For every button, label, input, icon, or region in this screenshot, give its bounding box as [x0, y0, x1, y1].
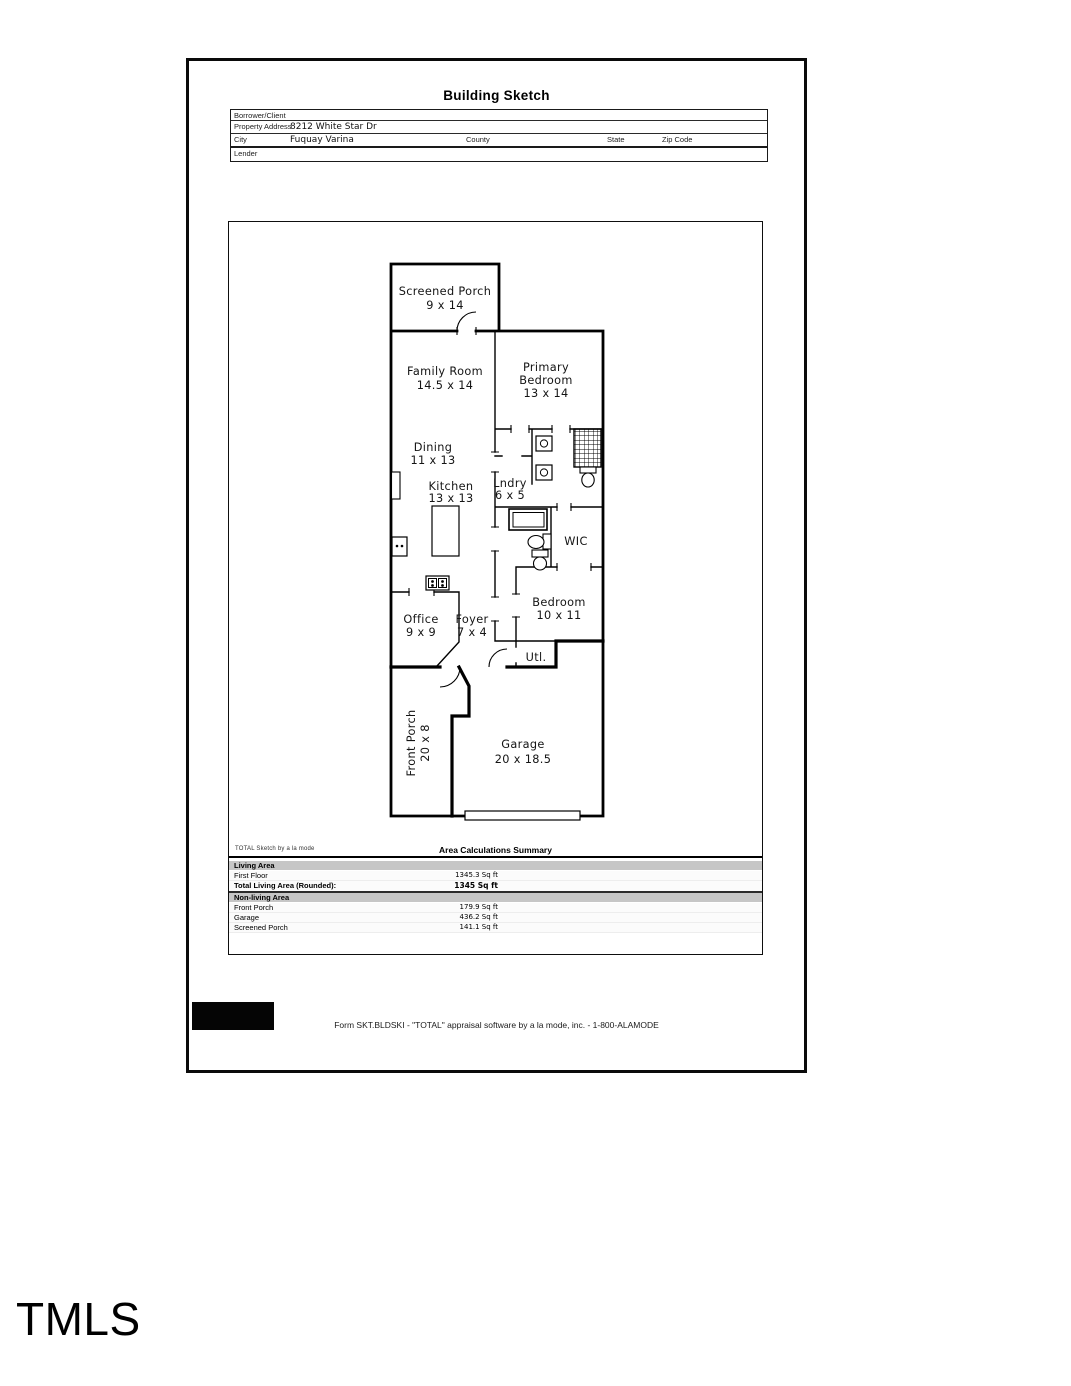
- stove-burner-dot: [431, 584, 434, 587]
- row-name: Total Living Area (Rounded):: [234, 881, 337, 890]
- floor-plan-drawing: [229, 222, 761, 840]
- summary-row-first-floor: [229, 871, 762, 881]
- summary-row-garage: [229, 913, 762, 923]
- row-name: Screened Porch: [234, 923, 288, 932]
- stove-burner-dot: [441, 580, 444, 583]
- room-label-screened-porch: Screened Porch: [398, 285, 492, 298]
- room-label-foyer: Foyer: [455, 613, 489, 626]
- section-non-living-area: Non-living Area: [229, 893, 762, 903]
- form-footer-text: Form SKT.BLDSKI - "TOTAL" appraisal software by a la mode, inc. - 1-800-ALAMODE: [334, 1020, 659, 1030]
- door-arc-screened-porch: [457, 312, 476, 331]
- vanity-sink-2: [536, 465, 552, 480]
- room-label-garage: Garage: [501, 738, 545, 751]
- city-label: City: [234, 135, 247, 144]
- kitchen-counter: [392, 472, 401, 499]
- room-label-bedroom: Bedroom: [532, 596, 586, 609]
- sketch-page: [186, 58, 807, 1073]
- room-label-office: Office: [403, 613, 439, 626]
- row-name: First Floor: [234, 871, 268, 880]
- row-name: Garage: [234, 913, 260, 922]
- fridge-knob: [396, 545, 399, 548]
- room-dims-front-porch: 20 x 8: [419, 724, 432, 762]
- header-row-lender: [231, 148, 767, 161]
- row-value: 1345 Sq ft: [454, 881, 498, 890]
- summary-header: [229, 843, 762, 858]
- room-dims-kitchen: 13 x 13: [428, 492, 474, 505]
- header-row-borrower: [231, 110, 767, 121]
- area-calculations-summary: [229, 843, 762, 933]
- county-label: County: [466, 135, 490, 144]
- hall-toilet-tank: [532, 550, 548, 557]
- tmls-watermark: TMLS: [16, 1293, 141, 1345]
- city-value: Fuquay Varina: [290, 135, 354, 145]
- vanity-sink-1: [536, 436, 552, 451]
- row-name: Front Porch: [234, 903, 274, 912]
- shower: [574, 429, 601, 467]
- room-label-primary-bedroom-2: Bedroom: [519, 374, 573, 387]
- room-dims-foyer: 7 x 4: [457, 626, 487, 639]
- zip-label: Zip Code: [662, 135, 693, 144]
- row-value: 1345.3 Sq ft: [455, 871, 498, 879]
- summary-row-screened-porch: [229, 923, 762, 933]
- door-arc-front-entry: [440, 667, 460, 687]
- hall-sink-basin: [528, 536, 544, 549]
- room-dims-dining: 11 x 13: [410, 454, 456, 467]
- room-dims-screened-porch: 9 x 14: [426, 299, 464, 312]
- room-dims-family-room: 14.5 x 14: [416, 379, 474, 392]
- header-row-city: [231, 134, 767, 148]
- row-value: 436.2 Sq ft: [459, 913, 498, 921]
- primary-toilet-bowl: [582, 473, 594, 487]
- summary-title: Area Calculations Summary: [439, 845, 552, 855]
- door-arc-garage-entry: [489, 649, 507, 667]
- stove-burner-dot: [441, 584, 444, 587]
- room-label-kitchen: Kitchen: [428, 480, 474, 493]
- stove-burner-dot: [431, 580, 434, 583]
- hall-toilet-bowl: [534, 557, 547, 570]
- lender-label: Lender: [234, 149, 258, 158]
- room-label-family-room: Family Room: [407, 365, 483, 378]
- floor-plan-container: [228, 221, 763, 955]
- page-title: Building Sketch: [443, 88, 550, 103]
- room-label-laundry: Lndry: [493, 477, 527, 490]
- room-label-utility: Utl.: [525, 651, 547, 664]
- summary-row-total-living: [229, 881, 762, 893]
- row-value: 179.9 Sq ft: [459, 903, 498, 911]
- fridge: [392, 537, 407, 556]
- property-address-label: Property Address: [234, 122, 292, 131]
- room-label-dining: Dining: [413, 441, 453, 454]
- room-label-primary-bedroom-1: Primary: [522, 361, 570, 374]
- row-value: 141.1 Sq ft: [459, 923, 498, 931]
- primary-toilet-tank: [580, 467, 596, 473]
- fridge-knob: [401, 545, 404, 548]
- summary-row-front-porch: [229, 903, 762, 913]
- section-living-area: Living Area: [229, 861, 762, 871]
- property-header-table: [230, 109, 768, 162]
- room-dims-primary-bedroom: 13 x 14: [523, 387, 569, 400]
- room-label-wic: WIC: [564, 535, 588, 548]
- garage-door: [465, 811, 580, 820]
- property-address-value: 8212 White Star Dr: [290, 122, 377, 132]
- header-row-address: [231, 121, 767, 134]
- room-dims-office: 9 x 9: [406, 626, 436, 639]
- borrower-label: Borrower/Client: [234, 111, 286, 120]
- room-dims-garage: 20 x 18.5: [494, 753, 552, 766]
- kitchen-island: [432, 506, 459, 556]
- room-label-front-porch: Front Porch: [405, 709, 418, 777]
- state-label: State: [607, 135, 625, 144]
- room-dims-laundry: 6 x 5: [495, 489, 525, 502]
- room-dims-bedroom: 10 x 11: [536, 609, 582, 622]
- software-brand-label: TOTAL Sketch by a la mode: [235, 846, 315, 852]
